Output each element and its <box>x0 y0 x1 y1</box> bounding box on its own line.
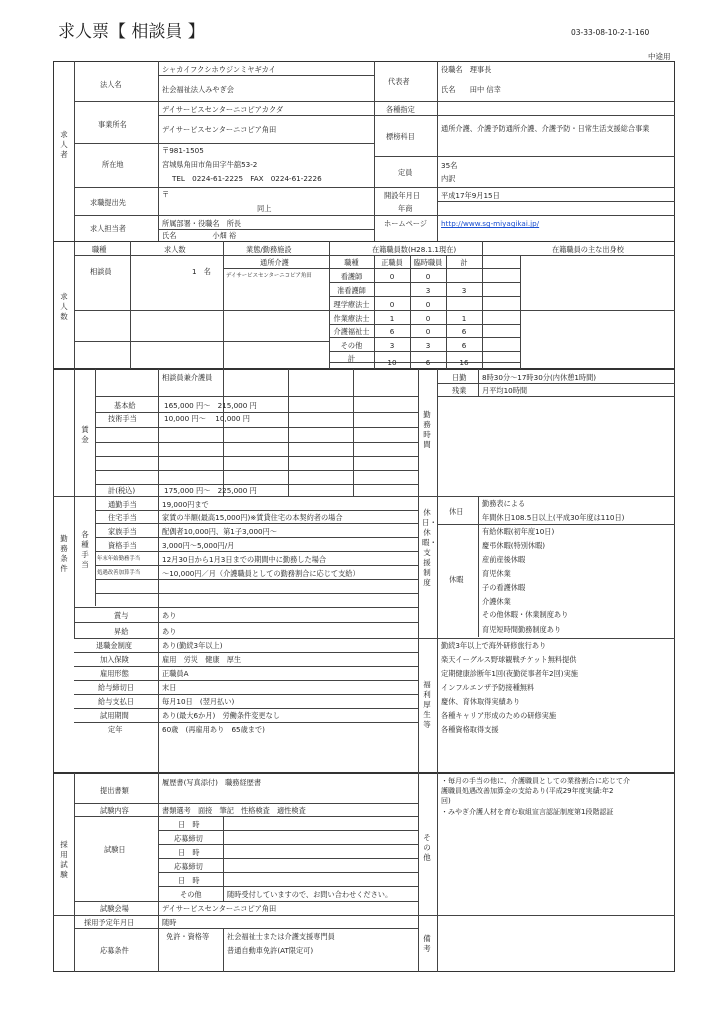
wage-label: 賃金 <box>81 425 89 444</box>
retirement-value: あり(勤続3年以上) <box>162 641 223 650</box>
address-label: 所在地 <box>102 160 124 169</box>
start-date-value: 随時 <box>162 918 177 927</box>
job-type-header: 職種 <box>92 245 107 254</box>
allowance-value: 19,000円まで <box>162 500 209 509</box>
leave-item: 介護休業 <box>482 597 511 606</box>
hours-side-label: 勤務時間 <box>423 410 431 449</box>
total-header: 計 <box>460 258 468 267</box>
exam-content-label: 試験内容 <box>100 806 129 815</box>
corp-name-kana: シャカイフクシホウジンミヤギカイ <box>162 65 276 74</box>
temporary-header: 臨時職員 <box>413 258 443 267</box>
license-item: 社会福祉士または介護支援専門員 <box>227 932 335 941</box>
schools-header: 在籍職員の主な出身校 <box>552 245 624 254</box>
conditions-side-label: 勤務条件 <box>60 534 68 573</box>
allowance-label: 資格手当 <box>108 541 137 550</box>
license-item: 普通自動車免許(AT限定可) <box>227 946 314 955</box>
capacity-label: 定員 <box>398 168 413 177</box>
overtime-label: 残業 <box>452 386 467 395</box>
insurance-label: 加入保険 <box>100 655 129 664</box>
skill-allowance-value: 10,000 円〜 10,000 円 <box>164 414 250 423</box>
retirement-label: 退職金制度 <box>96 641 132 650</box>
welfare-item: インフルエンザ予防接種無料 <box>441 683 535 692</box>
office-name: デイサービスセンターニコピア角田 <box>162 125 277 134</box>
license-label: 免許・資格等 <box>166 932 210 941</box>
retirement-age-label: 定年 <box>108 725 123 734</box>
venue-label: 試験会場 <box>100 904 129 913</box>
fulltime-header: 正職員 <box>381 258 403 267</box>
pay-cutoff-label: 給与締切日 <box>98 683 134 692</box>
exam-datetime-label: 日 時 <box>178 820 200 829</box>
employer-side-label: 求人者 <box>60 130 68 159</box>
leave-item: 育児短時間勤務制度あり <box>482 625 562 634</box>
welfare-item: 各種資格取得支援 <box>441 725 499 734</box>
skill-allowance-label: 技術手当 <box>108 414 137 423</box>
insurance-value: 雇用 労災 健康 厚生 <box>162 655 242 664</box>
services-value: 通所介護、介護予防通所介護、介護予防・日常生活支援総合事業 <box>441 124 650 133</box>
capacity-value: 35名 <box>441 161 458 170</box>
application-deadline-label: 応募締切 <box>174 834 203 843</box>
capacity-breakdown: 内訳 <box>441 174 456 183</box>
employment-type-value: 正職員A <box>162 669 189 678</box>
designation-label: 各種指定 <box>386 105 415 114</box>
founded-label: 開設年月日 <box>384 191 420 200</box>
page-title: 求人票【 相談員 】 <box>58 22 205 42</box>
day-shift-value: 8時30分〜17時30分(内休憩1時間) <box>482 373 597 382</box>
welfare-item: 各種キャリア形成のための研修実施 <box>441 711 557 720</box>
services-label: 標榜科目 <box>386 132 415 141</box>
usage-label: 中途用 <box>648 52 671 61</box>
raise-label: 昇給 <box>114 627 129 636</box>
homepage-link[interactable]: http://www.sg-miyagikai.jp/ <box>441 219 540 228</box>
leave-item: 慶弔休暇(特別休暇) <box>482 541 546 550</box>
notes-line: ・毎月の手当の他に、介護職員としての業務割合に応じて介 <box>441 777 630 785</box>
staff-type-header: 職種 <box>344 258 359 267</box>
application-deadline-label: 応募締切 <box>174 862 203 871</box>
venue-value: デイサービスセンターニコピア角田 <box>162 904 277 913</box>
bonus-label: 賞与 <box>114 611 129 620</box>
representative-role: 役職名 理事長 <box>441 65 492 74</box>
annual-sales-label: 年商 <box>398 204 413 213</box>
payday-value: 毎月10日 (翌月払い) <box>162 697 235 706</box>
address-street: 宮城県角田市角田字牛舘53-2 <box>162 160 258 169</box>
contact-name: 氏名 小畑 裕 <box>162 231 237 240</box>
document-number: 03-33-08-10-2-1-160 <box>571 28 650 37</box>
remarks-side-label: 備考 <box>423 934 431 953</box>
corp-name: 社会福祉法人みやぎ会 <box>162 85 234 94</box>
recruitment-side-label: 採用試験 <box>60 840 68 879</box>
facility-header: 業態/勤務施設 <box>246 245 292 254</box>
welfare-item: 定期健康診断年1回(夜勤従事者年2回)実施 <box>441 669 578 678</box>
pay-cutoff-value: 末日 <box>162 683 177 692</box>
exam-datetime-label: 日 時 <box>178 848 200 857</box>
allowance-value: 12月30日から1月3日までの期間中に勤務した場合 <box>162 555 327 564</box>
address-phone: TEL 0224-61-2225 FAX 0224-61-2226 <box>172 174 322 183</box>
start-date-label: 採用予定年月日 <box>84 918 135 927</box>
probation-label: 試用期間 <box>100 711 129 720</box>
staff-count-header: 在籍職員数(H28.1.1現在) <box>372 245 457 254</box>
holiday-value: 勤務表による <box>482 499 526 508</box>
representative-name: 氏名 田中 信幸 <box>441 85 501 94</box>
representative-label: 代表者 <box>388 77 410 86</box>
retirement-age-value: 60歳 (再雇用あり 65歳まで) <box>162 725 265 734</box>
facility-type: 通所介護 <box>260 258 289 267</box>
contact-role: 所属部署・役職名 所長 <box>162 219 242 228</box>
welfare-item: 勤続3年以上で海外研修旅行あり <box>441 641 547 650</box>
bonus-value: あり <box>162 611 177 620</box>
holiday-side-label: 休日・休暇・支援制度 <box>422 508 437 587</box>
exam-other-label: その他 <box>180 890 202 899</box>
documents-value: 履歴書(写真添付) 職務経歴書 <box>162 778 262 787</box>
notes-line: ・みやぎ介護人材を育む取組宣言認証制度第1段階認証 <box>441 808 614 816</box>
notes-side-label: その他 <box>423 833 431 862</box>
job-offer-sheet: 求人票【 相談員 】 03-33-08-10-2-1-160 中途用 求人者 法人名 シャカイフクシホウジンミヤギカイ 社会福祉法人みやぎ会 代表者 役職名 理事長 氏名 田中 信幸 事業所名 デイサービスセンターニコピアカクダ デイサービスセンターニコピア角田 各種指定 標榜科目 通所介護、介護予防通所介護、介護予防・日常生活支援総合事業 所在地 〒981-1505 宮城県角田市角田字牛舘53-2 TEL 0224-61-2225 FAX 0224-61-2226 定員 35名 内訳 求職提出先 〒 同上 開設年月日 平成17年9月15日 年商 求人担当者 所属部署・役職名 所長 氏名 小畑 裕 ホームページ http://www.sg-miyagikai.jp/ 求人数 職種 求人数 業態/勤務施設 在籍職員数(H28.1.1現在) 在籍職員の主な出身校 相談員 1 名 通所介護 デイサービスセンターニコピア角田 職種 正職員 臨時職員 計 看護師 0 0 准看護師 3 3 理学療法士 0 0 作業療法士 1 0 1 介護福祉士 6 0 6 その他 3 3 6 計 10 6 16 勤務条件 賃金 相談員兼介護員 基本給 165,000 円〜 215,000 円 技術手当 10,000 円〜 10,000 円 計(税込) 175,000 円〜 225,000 円 各種手当 通勤手当 19,000円まで 住宅手当 家賃の半額(最高15,000円)※賃貸住宅の本契約者の場合 家族手当 配偶者10,000円、第1子3,000円〜 資格手当 3,000円〜5,000円/月 年末年始勤務手当 12月30日から1月3日までの期間中に勤務した場合 処遇改善加算手当 〜10,000円／月（介護職員としての勤務割合に応じて支給） 賞与 あり 昇給 あり 退職金制度 あり(勤続3年以上) 加入保険 雇用 労災 健康 厚生 雇用形態 正職員A 給与締切日 末日 給与支払日 毎月10日 (翌月払い) 試用期間 あり(最大6か月) 労働条件変更なし 定年 60歳 (再雇用あり 65歳まで) 勤務時間 日勤 8時30分〜17時30分(内休憩1時間) 残業 月平均10時間 休日・休暇・支援制度 休日 勤務表による 年間休日108.5日以上(平成30年度は110日) 休暇 有給休暇(初年度10日) 慶弔休暇(特別休暇) 産前産後休暇 育児休業 子の看護休暇 介護休業 その他休暇・休業制度あり 育児短時間勤務制度あり 福利厚生等 勤続3年以上で海外研修旅行あり 楽天イーグルス野球観戦チケット無料提供 定期健康診断年1回(夜勤従事者年2回)実施 インフルエンザ予防接種無料 慶休、育休取得実績あり 各種キャリア形成のための研修実施 各種資格取得支援 採用試験 提出書類 履歴書(写真添付) 職務経歴書 試験内容 書類選考 面接 筆記 性格検査 適性検査 試験日 日 時 応募締切 日 時 応募締切 日 時 試験会場 デイサービスセンターニコピア角田 採用予定年月日 随時 応募条件 免許・資格等 社会福祉士または介護支援専門員 普通自動車免許(AT限定可) その他 ・毎月の手当の他に、介護職員としての業務割合に応じて介 護職員処遇改善加算金の支給あり(平成29年度実績:年2 回) ・みやぎ介護人材を育む取組宣言認証制度第1段階認証 備考 その他 随時受付していますので、お問い合わせください。 <box>0 0 724 1024</box>
leave-item: 産前産後休暇 <box>482 555 526 564</box>
base-pay-label: 基本給 <box>114 401 136 410</box>
payday-label: 給与支払日 <box>98 697 134 706</box>
allowance-label: 年末年始勤務手当 <box>97 556 141 562</box>
submission-zip: 〒 <box>162 190 170 199</box>
allowance-label: 住宅手当 <box>108 513 137 522</box>
allowance-value: 家賃の半額(最高15,000円)※賃貸住宅の本契約者の場合 <box>162 513 343 522</box>
documents-label: 提出書類 <box>100 786 129 795</box>
allowance-value: 〜10,000円／月（介護職員としての勤務割合に応じて支給） <box>162 569 360 578</box>
openings-header: 求人数 <box>164 245 186 254</box>
total-pay-value: 175,000 円〜 225,000 円 <box>164 486 257 495</box>
openings-side-label: 求人数 <box>60 292 68 321</box>
exam-date-label: 試験日 <box>104 845 126 854</box>
leave-item: 育児休業 <box>482 569 511 578</box>
welfare-item: 慶休、育休取得実績あり <box>441 697 521 706</box>
contact-label: 求人担当者 <box>90 224 126 233</box>
leave-item: その他休暇・休業制度あり <box>482 610 569 619</box>
employment-type-label: 雇用形態 <box>100 669 129 678</box>
day-shift-label: 日勤 <box>452 373 467 382</box>
total-pay-label: 計(税込) <box>108 486 136 495</box>
allowance-label: 通勤手当 <box>108 500 137 509</box>
notes-line: 回) <box>441 797 451 805</box>
office-name-label: 事業所名 <box>98 120 127 129</box>
requirements-label: 応募条件 <box>100 946 129 955</box>
allowance-label: 処遇改善加算手当 <box>97 570 141 576</box>
notes-line: 護職員処遇改善加算金の支給あり(平成29年度実績:年2 <box>441 787 614 795</box>
welfare-side-label: 福利厚生等 <box>423 680 431 729</box>
wage-position: 相談員兼介護員 <box>162 373 213 382</box>
holiday-value: 年間休日108.5日以上(平成30年度は110日) <box>482 513 625 522</box>
holiday-label: 休日 <box>449 507 464 516</box>
allowance-value: 配偶者10,000円、第1子3,000円〜 <box>162 527 277 536</box>
leave-label: 休暇 <box>449 575 464 584</box>
base-pay-value: 165,000 円〜 215,000 円 <box>164 401 257 410</box>
overtime-value: 月平均10時間 <box>482 386 528 395</box>
allowance-label: 家族手当 <box>108 527 137 536</box>
corp-name-label: 法人名 <box>100 80 122 89</box>
submission-same: 同上 <box>257 204 272 213</box>
allowances-label: 各種手当 <box>81 530 89 569</box>
conditions-section <box>53 369 675 773</box>
welfare-item: 楽天イーグルス野球観戦チケット無料提供 <box>441 655 577 664</box>
exam-content-value: 書類選考 面接 筆記 性格検査 適性検査 <box>162 806 306 815</box>
office-name-kana: デイサービスセンターニコピアカクダ <box>162 105 284 114</box>
submission-label: 求職提出先 <box>90 198 126 207</box>
leave-item: 子の看護休暇 <box>482 583 526 592</box>
facility-name: デイサービスセンターニコピア角田 <box>226 273 312 279</box>
raise-value: あり <box>162 627 177 636</box>
homepage-label: ホームページ <box>384 219 427 228</box>
leave-item: 有給休暇(初年度10日) <box>482 527 555 536</box>
address-zip: 〒981-1505 <box>162 146 204 155</box>
exam-datetime-label: 日 時 <box>178 876 200 885</box>
probation-value: あり(最大6か月) 労働条件変更なし <box>162 711 280 720</box>
openings-count: 1 名 <box>192 267 211 276</box>
exam-other-value: 随時受付していますので、お問い合わせください。 <box>227 890 393 899</box>
founded-value: 平成17年9月15日 <box>441 191 500 200</box>
allowance-value: 3,000円〜5,000円/月 <box>162 541 235 550</box>
job-type: 相談員 <box>90 267 112 276</box>
